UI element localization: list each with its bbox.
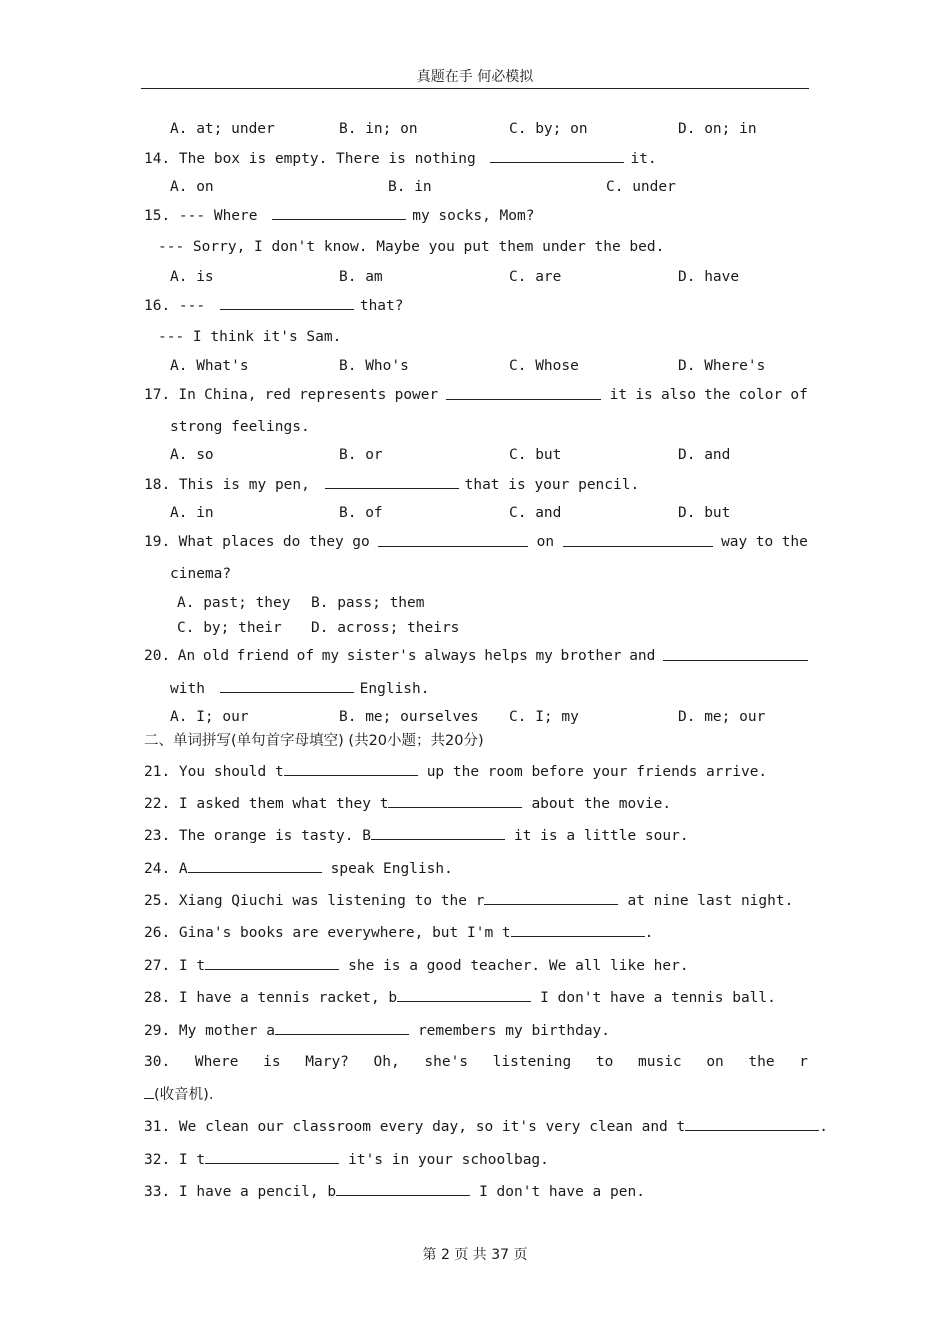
question-21 — [144, 762, 808, 781]
option-d: D. Where's — [678, 358, 766, 374]
question-22 — [144, 794, 808, 813]
question-text: that? — [359, 298, 404, 314]
word: listening — [492, 1054, 572, 1070]
question-continuation: cinema? — [170, 566, 232, 582]
question-text: 31. We clean our classroom every day, so it's very clean and t — [144, 1119, 686, 1135]
question-text: . — [819, 1119, 828, 1135]
option-a: A. at; under — [170, 121, 275, 137]
option-d: D. have — [678, 269, 740, 285]
answer-blank[interactable] — [220, 679, 354, 693]
question-text: up the room before your friends arrive. — [426, 764, 768, 780]
word: old — [202, 648, 230, 664]
word: represents — [299, 387, 387, 403]
word: to — [595, 1054, 614, 1070]
word: is — [263, 1054, 281, 1070]
dialogue-reply: --- Sorry, I don't know. Maybe you put them under the bed. — [158, 239, 665, 255]
question-26 — [144, 923, 808, 942]
question-20 — [144, 647, 808, 665]
word: on — [706, 1054, 724, 1070]
answer-blank[interactable] — [490, 149, 624, 163]
word: English. — [359, 681, 430, 697]
question-18 — [144, 475, 808, 494]
option-c: C. are — [509, 269, 562, 285]
answer-blank[interactable] — [284, 762, 418, 776]
question-text: about the movie. — [531, 796, 672, 812]
question-23 — [144, 826, 808, 845]
word: my — [535, 648, 553, 664]
question-28 — [144, 988, 808, 1007]
option-a: A. on — [170, 179, 214, 195]
question-text: she is a good teacher. We all like her. — [348, 958, 689, 974]
question-15 — [144, 206, 808, 225]
hint-text: (收音机). — [154, 1087, 214, 1103]
option-a: A. in — [170, 505, 214, 521]
dialogue-reply: --- I think it's Sam. — [158, 329, 342, 345]
option-a: A. past; they — [177, 595, 291, 611]
question-number: 20. — [144, 648, 171, 664]
option-d: D. across; theirs — [311, 620, 460, 636]
answer-blank[interactable] — [275, 1021, 409, 1035]
answer-blank[interactable] — [272, 206, 406, 220]
question-33 — [144, 1182, 808, 1201]
word: r — [799, 1054, 808, 1070]
answer-blank[interactable] — [378, 533, 528, 547]
question-text: that is your pencil. — [464, 477, 640, 493]
question-text: my socks, Mom? — [412, 208, 535, 224]
word: on — [536, 534, 555, 550]
option-b: B. am — [339, 269, 383, 285]
word: Mary? — [305, 1054, 349, 1070]
word: do — [282, 534, 301, 550]
question-19 — [144, 533, 808, 551]
question-29 — [144, 1021, 808, 1040]
word: music — [638, 1054, 682, 1070]
question-30 — [144, 1053, 808, 1071]
answer-blank[interactable] — [685, 1117, 819, 1131]
answer-blank[interactable] — [563, 533, 713, 547]
question-27 — [144, 956, 808, 975]
word: the — [748, 1054, 775, 1070]
question-text: it's in your schoolbag. — [348, 1152, 549, 1168]
page-footer: 第 2 页 共 37 页 — [422, 1247, 528, 1263]
word: color — [738, 387, 783, 403]
word: go — [352, 534, 370, 550]
answer-blank[interactable] — [188, 859, 322, 873]
answer-blank[interactable] — [388, 794, 522, 808]
option-b: B. of — [339, 505, 383, 521]
option-d: D. on; in — [678, 121, 757, 137]
question-text: 14. The box is empty. There is nothing — [144, 151, 476, 167]
word: Where — [194, 1054, 239, 1070]
option-a: A. is — [170, 269, 214, 285]
question-text: 18. This is my pen, — [144, 477, 310, 493]
option-c: C. by; their — [177, 620, 282, 636]
option-a: A. I; our — [170, 709, 249, 725]
word: the — [704, 387, 731, 403]
word: with — [170, 681, 205, 697]
word: way — [721, 534, 748, 550]
question-text: 29. My mother a — [144, 1023, 275, 1039]
answer-blank[interactable] — [325, 475, 459, 489]
word: helps — [484, 648, 528, 664]
answer-blank[interactable] — [336, 1182, 470, 1196]
word: of — [790, 387, 808, 403]
word: also — [661, 387, 696, 403]
answer-blank[interactable] — [144, 1085, 154, 1099]
word: Oh, — [373, 1054, 400, 1070]
question-text: remembers my birthday. — [417, 1023, 611, 1039]
answer-blank[interactable] — [205, 956, 339, 970]
option-c: C. and — [509, 505, 562, 521]
question-number: 17. — [144, 387, 171, 403]
word: she's — [424, 1054, 469, 1070]
question-text: 23. The orange is tasty. B — [144, 828, 371, 844]
word: red — [264, 387, 291, 403]
option-a: A. What's — [170, 358, 249, 374]
word: is — [635, 387, 653, 403]
word: China, — [204, 387, 257, 403]
answer-blank[interactable] — [663, 647, 808, 661]
word: friend — [236, 648, 290, 664]
option-c: C. but — [509, 447, 562, 463]
question-text: 26. Gina's books are everywhere, but I'm t — [144, 925, 511, 941]
question-text: 28. I have a tennis racket, b — [144, 990, 398, 1006]
question-text: 16. --- — [144, 298, 206, 314]
answer-blank[interactable] — [205, 1150, 339, 1164]
question-text: I don't have a tennis ball. — [540, 990, 776, 1006]
question-text: . — [644, 925, 654, 941]
word: my — [321, 648, 340, 664]
word: An — [177, 648, 196, 664]
question-number: 30. — [144, 1054, 171, 1070]
option-d: D. but — [678, 505, 731, 521]
question-text: 25. Xiang Qiuchi was listening to the r — [144, 893, 485, 909]
word: power — [394, 387, 439, 403]
word: sister's — [346, 648, 417, 664]
question-continuation: strong feelings. — [170, 419, 310, 435]
answer-blank[interactable] — [371, 826, 505, 840]
option-d: D. me; our — [678, 709, 766, 725]
section-heading: 二、单词拼写(单句首字母填空) (共20小题；共20分) — [144, 733, 484, 749]
answer-blank[interactable] — [511, 923, 645, 937]
question-31 — [144, 1117, 828, 1136]
option-b: B. Who's — [339, 358, 409, 374]
question-number: 19. — [144, 534, 171, 550]
word: In — [178, 387, 196, 403]
question-24 — [144, 859, 808, 878]
option-d: D. and — [678, 447, 731, 463]
word: brother — [560, 648, 622, 664]
answer-blank[interactable] — [446, 386, 601, 400]
question-25 — [144, 891, 808, 910]
question-text: 22. I asked them what they t — [144, 796, 389, 812]
answer-blank[interactable] — [397, 988, 531, 1002]
question-continuation — [170, 679, 834, 698]
question-text: it. — [630, 151, 657, 167]
question-text: at nine last night. — [627, 893, 794, 909]
option-b: B. pass; them — [311, 595, 425, 611]
header-divider — [141, 88, 809, 89]
word: and — [629, 648, 656, 664]
question-32 — [144, 1150, 808, 1169]
question-text: 32. I t — [144, 1152, 206, 1168]
word: to — [755, 534, 774, 550]
word: it — [609, 387, 628, 403]
answer-blank[interactable] — [484, 891, 618, 905]
question-continuation — [144, 1085, 808, 1104]
option-c: C. Whose — [509, 358, 579, 374]
page-header: 真题在手 何必模拟 — [416, 69, 534, 85]
question-text: 24. A — [144, 861, 188, 877]
option-b: B. me; ourselves — [339, 709, 479, 725]
word: places — [222, 534, 275, 550]
option-b: B. in — [388, 179, 432, 195]
option-c: C. by; on — [509, 121, 588, 137]
question-text: speak English. — [330, 861, 453, 877]
option-b: B. or — [339, 447, 383, 463]
word: What — [178, 534, 214, 550]
question-text: 27. I t — [144, 958, 206, 974]
question-text: it is a little sour. — [513, 828, 689, 844]
question-16 — [144, 296, 808, 315]
word: always — [424, 648, 477, 664]
option-b: B. in; on — [339, 121, 418, 137]
option-c: C. I; my — [509, 709, 579, 725]
question-text: 21. You should t — [144, 764, 284, 780]
option-c: C. under — [606, 179, 676, 195]
question-14 — [144, 149, 808, 168]
word: of — [296, 648, 315, 664]
question-text: 15. --- Where — [144, 208, 258, 224]
option-a: A. so — [170, 447, 214, 463]
word: they — [308, 534, 344, 550]
question-text: I don't have a pen. — [479, 1184, 645, 1200]
answer-blank[interactable] — [220, 296, 354, 310]
question-text: 33. I have a pencil, b — [144, 1184, 337, 1200]
question-17 — [144, 386, 808, 404]
word: the — [781, 534, 808, 550]
